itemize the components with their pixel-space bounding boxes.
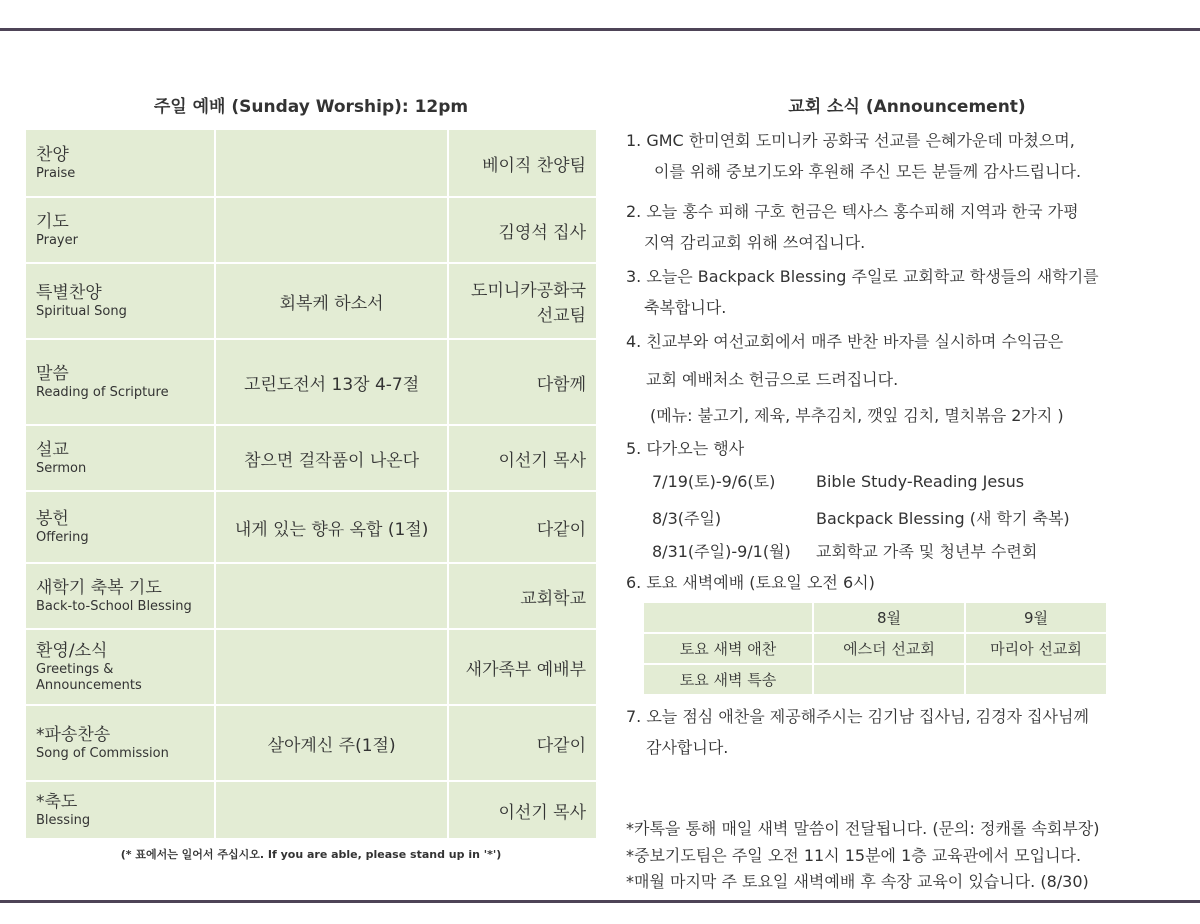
announcement-line: 7. 오늘 점심 애찬을 제공해주시는 김기남 집사님, 김경자 집사님께 bbox=[626, 707, 1089, 726]
worship-order-table bbox=[24, 128, 598, 840]
announcement-line: 지역 감리교회 위해 쓰여집니다. bbox=[644, 233, 866, 252]
order-item-leader: 김영석 집사 bbox=[448, 197, 597, 263]
order-item-content bbox=[215, 781, 448, 839]
footnote: *중보기도팀은 주일 오전 11시 15분에 1층 교육관에서 모입니다. bbox=[626, 846, 1082, 865]
order-item-content: 회복케 하소서 bbox=[215, 263, 448, 339]
order-item-name: 찬양 Praise bbox=[25, 129, 215, 197]
order-item-content bbox=[215, 129, 448, 197]
announcement-line: 감사합니다. bbox=[646, 738, 729, 757]
table-row bbox=[25, 491, 597, 563]
announcement-line: 축복합니다. bbox=[644, 298, 727, 317]
order-item-leader: 다함께 bbox=[448, 339, 597, 425]
table-row bbox=[643, 602, 1107, 633]
order-item-leader: 이선기 목사 bbox=[448, 781, 597, 839]
event-description: Bible Study-Reading Jesus bbox=[816, 472, 1025, 491]
table-cell bbox=[965, 664, 1107, 695]
order-item-name: 말씀 Reading of Scripture bbox=[25, 339, 215, 425]
announcement-line: 2. 오늘 홍수 피해 구호 헌금은 텍사스 홍수피해 지역과 한국 가평 bbox=[626, 202, 1079, 221]
month-header: 8월 bbox=[813, 602, 965, 633]
top-divider bbox=[0, 28, 1200, 31]
row-label: 토요 새벽 특송 bbox=[643, 664, 813, 695]
order-item-leader: 교회학교 bbox=[448, 563, 597, 629]
footnote: *카톡을 통해 매일 새벽 말씀이 전달됩니다. (문의: 정캐롤 속회부장) bbox=[626, 819, 1100, 838]
order-item-content bbox=[215, 629, 448, 705]
bottom-divider bbox=[0, 900, 1200, 903]
event-date: 8/3(주일) bbox=[652, 509, 722, 528]
table-cell: 마리아 선교회 bbox=[965, 633, 1107, 664]
row-label: 토요 새벽 애찬 bbox=[643, 633, 813, 664]
order-item-content bbox=[215, 197, 448, 263]
worship-title: 주일 예배 (Sunday Worship): 12pm bbox=[153, 97, 469, 117]
announcement-line: 이를 위해 중보기도와 후원해 주신 모든 분들께 감사드립니다. bbox=[654, 162, 1082, 181]
order-item-name: 봉헌 Offering bbox=[25, 491, 215, 563]
table-row bbox=[25, 425, 597, 491]
announcement-line: (메뉴: 불고기, 제육, 부추김치, 깻잎 김치, 멸치볶음 2가지 ) bbox=[650, 406, 1064, 425]
announcement-line: 1. GMC 한미연회 도미니카 공화국 선교를 은혜가운데 마쳤으며, bbox=[626, 131, 1075, 150]
order-item-name: 기도 Prayer bbox=[25, 197, 215, 263]
announcement-line: 6. 토요 새벽예배 (토요일 오전 6시) bbox=[626, 573, 875, 592]
table-row bbox=[25, 339, 597, 425]
order-item-name: 특별찬양 Spiritual Song bbox=[25, 263, 215, 339]
month-header: 9월 bbox=[965, 602, 1107, 633]
table-row bbox=[25, 781, 597, 839]
announcement-line: 4. 친교부와 여선교회에서 매주 반찬 바자를 실시하며 수익금은 bbox=[626, 332, 1064, 351]
table-row bbox=[25, 629, 597, 705]
event-date: 7/19(토)-9/6(토) bbox=[652, 472, 776, 491]
order-item-content: 내게 있는 향유 옥합 (1절) bbox=[215, 491, 448, 563]
table-row bbox=[25, 563, 597, 629]
announcement-line: 5. 다가오는 행사 bbox=[626, 439, 745, 458]
announcement-line: 교회 예배처소 헌금으로 드려집니다. bbox=[646, 370, 899, 389]
order-item-name: 환영/소식 Greetings & Announcements bbox=[25, 629, 215, 705]
order-item-name: 새학기 축복 기도 Back-to-School Blessing bbox=[25, 563, 215, 629]
order-item-name: 설교 Sermon bbox=[25, 425, 215, 491]
table-row bbox=[25, 263, 597, 339]
event-description: 교회학교 가족 및 청년부 수련회 bbox=[816, 542, 1038, 561]
order-item-leader: 다같이 bbox=[448, 705, 597, 781]
order-item-leader: 도미니카공화국 선교팀 bbox=[448, 263, 597, 339]
order-item-leader: 베이직 찬양팀 bbox=[448, 129, 597, 197]
order-item-content: 살아계신 주(1절) bbox=[215, 705, 448, 781]
order-item-content: 참으면 걸작품이 나온다 bbox=[215, 425, 448, 491]
order-item-leader: 새가족부 예배부 bbox=[448, 629, 597, 705]
order-item-content: 고린도전서 13장 4-7절 bbox=[215, 339, 448, 425]
announcements-title: 교회 소식 (Announcement) bbox=[788, 97, 1026, 117]
order-item-leader: 이선기 목사 bbox=[448, 425, 597, 491]
table-row bbox=[25, 129, 597, 197]
order-item-name: *파송찬송 Song of Commission bbox=[25, 705, 215, 781]
order-item-name: *축도 Blessing bbox=[25, 781, 215, 839]
event-description: Backpack Blessing (새 학기 축복) bbox=[816, 509, 1070, 528]
order-item-content bbox=[215, 563, 448, 629]
table-row bbox=[25, 705, 597, 781]
announcement-line: 3. 오늘은 Backpack Blessing 주일로 교회학교 학생들의 새학기를 bbox=[626, 267, 1099, 286]
dawn-service-table bbox=[642, 601, 1108, 696]
event-date: 8/31(주일)-9/1(월) bbox=[652, 542, 791, 561]
table-cell bbox=[813, 664, 965, 695]
table-row bbox=[25, 197, 597, 263]
table-cell bbox=[643, 602, 813, 633]
table-row bbox=[643, 664, 1107, 695]
stand-up-note: (* 표에서는 일어서 주십시오. If you are able, please stand up in '*') bbox=[120, 848, 502, 861]
table-row bbox=[643, 633, 1107, 664]
table-cell: 에스더 선교회 bbox=[813, 633, 965, 664]
order-item-leader: 다같이 bbox=[448, 491, 597, 563]
footnote: *매월 마지막 주 토요일 새벽예배 후 속장 교육이 있습니다. (8/30) bbox=[626, 872, 1089, 891]
